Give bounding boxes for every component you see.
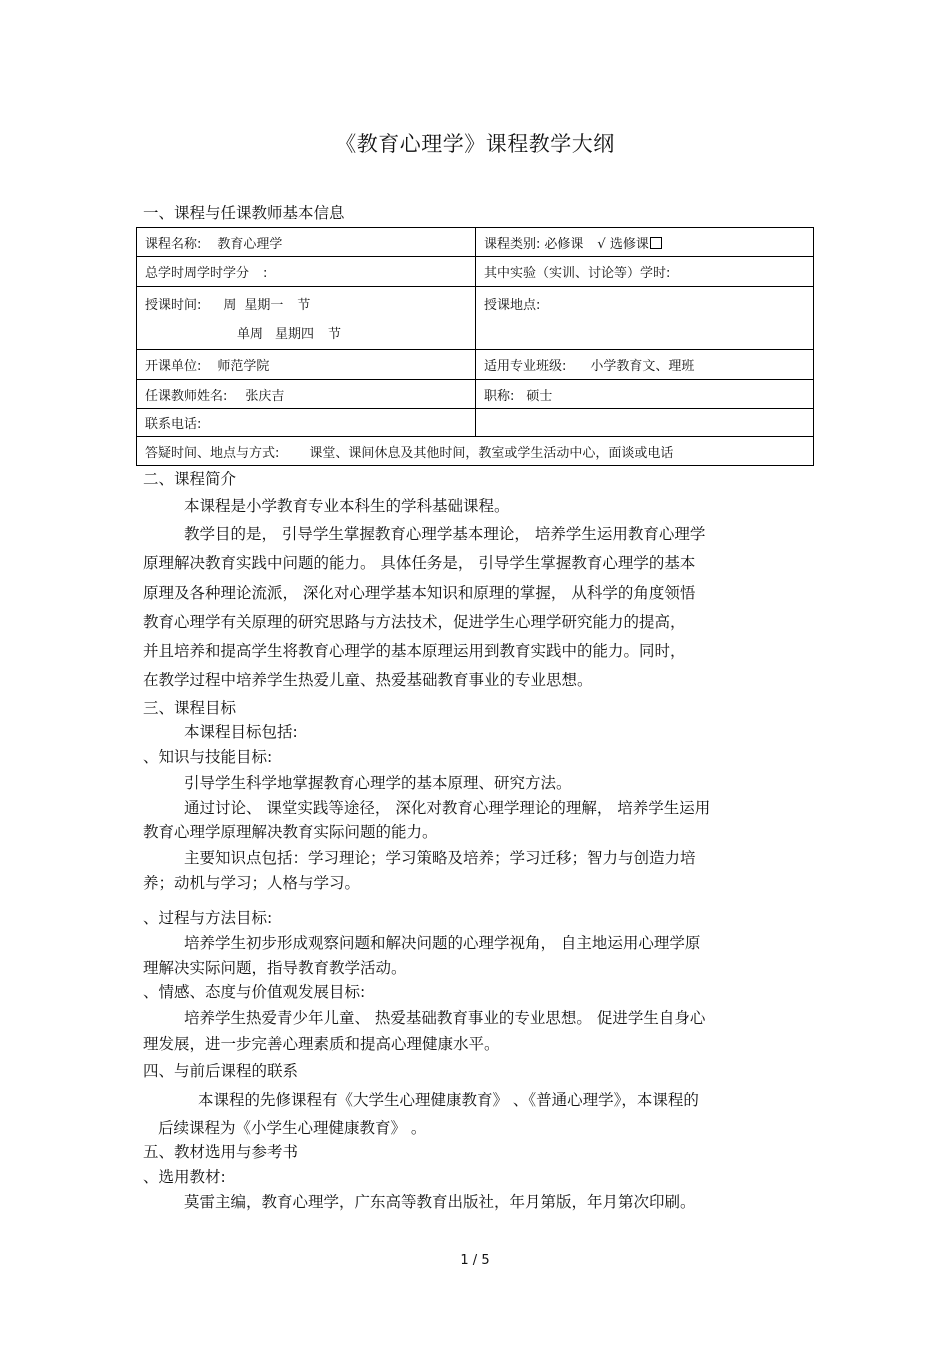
paragraph-line: 本课程目标包括: [184,723,298,741]
unit-value: 师范学院 [217,359,270,374]
table-cell [476,257,814,287]
paragraph-line: 并且培养和提高学生将教育心理学的基本原理运用到教育实践中的能力。同时， [143,642,686,660]
paragraph-line: 原理解决教育实践中问题的能力。 具体任务是， 引导学生掌握教育心理学的基本 [143,554,696,572]
class-value: 小学教育文、理班 [590,359,695,374]
time-single-week: 单周 [237,327,264,342]
section-heading-textbooks: 五、教材选用与参考书 [143,1143,299,1161]
subheading-process-goals: 、过程与方法目标: [143,909,273,927]
table-row [137,437,814,466]
table-cell [476,409,814,437]
table-cell [476,380,814,409]
table-row [137,287,814,350]
teaching-time-label: 授课时间: [145,298,202,313]
time-period-2: 节 [328,327,342,342]
paragraph-line: 引导学生科学地掌握教育心理学的基本原理、研究方法。 [184,774,572,792]
table-cell [476,350,814,380]
table-cell [137,409,476,437]
job-title-value: 硕士 [526,388,553,404]
paragraph-line: 培养学生初步形成观察问题和解决问题的心理学视角， 自主地运用心理学原 [184,934,701,952]
teacher-value: 张庆吉 [245,388,285,404]
table-cell [137,228,476,257]
teacher-label: 任课教师姓名: [145,388,228,404]
table-cell [476,228,814,257]
course-info-table [136,227,814,466]
table-cell [137,350,476,380]
checkbox-icon [650,237,662,249]
subheading-knowledge-goals: 、知识与技能目标: [143,748,273,766]
paragraph-line: 后续课程为《小学生心理健康教育》 。 [158,1119,427,1137]
table-cell [137,380,476,409]
paragraph-line: 原理及各种理论流派， 深化对心理学基本知识和原理的掌握， 从科学的角度领悟 [143,584,696,602]
time-period-1: 节 [297,298,311,313]
teaching-place-label: 授课地点: [484,298,541,313]
table-cell [137,437,814,466]
hours-label: 总学时周学时学分 [145,266,250,281]
course-name-label: 课程名称: [145,236,202,252]
paragraph-line: 教育心理学原理解决教育实际问题的能力。 [143,823,438,841]
course-name-value: 教育心理学 [217,236,283,252]
paragraph-line: 本课程的先修课程有《大学生心理健康教育》 、《普通心理学》，本课程的 [198,1091,699,1109]
table-cell [137,257,476,287]
paragraph-line: 养；动机与学习；人格与学习。 [143,874,361,892]
paragraph-line: 教学目的是， 引导学生掌握教育心理学基本理论， 培养学生运用教育心理学 [184,525,706,543]
paragraph-line: 本课程是小学教育专业本科生的学科基础课程。 [184,497,510,515]
paragraph-line: 理发展，进一步完善心理素质和提高心理健康水平。 [143,1035,500,1053]
subheading-attitude-goals: 、情感、态度与价值观发展目标: [143,983,366,1001]
section-heading-intro: 二、课程简介 [143,470,237,488]
table-row [137,257,814,287]
phone-label: 联系电话: [145,417,202,432]
experiment-hours-label: 其中实验（实训、讨论等）学时: [484,266,671,281]
table-row [137,409,814,437]
subheading-selected-textbook: 、选用教材: [143,1168,226,1186]
section-heading-related-courses: 四、与前后课程的联系 [143,1062,299,1080]
course-category-label: 课程类别: [484,236,541,252]
paragraph-line: 主要知识点包括：学习理论；学习策略及培养；学习迁移；智力与创造力培 [184,849,696,867]
paragraph-line: 理解决实际问题，指导教育教学活动。 [143,959,407,977]
section-heading-basic-info: 一、课程与任课教师基本信息 [143,204,345,222]
section-heading-goals: 三、课程目标 [143,699,237,717]
table-row [137,350,814,380]
category-elective: √ 选修课 [597,236,649,252]
table-cell [137,287,476,350]
table-cell [476,287,814,350]
time-week: 周 [223,298,237,313]
qa-label: 答疑时间、地点与方式: [145,445,280,461]
textbook-citation: 莫雷主编，教育心理学，广东高等教育出版社，年月第版，年月第次印刷。 [184,1193,696,1211]
paragraph-line: 通过讨论、 课堂实践等途径， 深化对教育心理学理论的理解， 培养学生运用 [184,799,711,817]
hours-colon: : [263,266,268,281]
table-row [137,228,814,257]
unit-label: 开课单位: [145,359,202,374]
paragraph-line: 在教学过程中培养学生热爱儿童、热爱基础教育事业的专业思想。 [143,671,593,689]
page-title: 《教育心理学》课程教学大纲 [335,132,615,156]
job-title-label: 职称: [484,388,515,404]
page-number: 1 / 5 [460,1253,490,1268]
class-label: 适用专业班级: [484,359,567,374]
time-weekday-2: 星期四 [275,327,315,342]
paragraph-line: 教育心理学有关原理的研究思路与方法技术，促进学生心理学研究能力的提高， [143,613,686,631]
paragraph-line: 培养学生热爱青少年儿童、 热爱基础教育事业的专业思想。 促进学生自身心 [184,1009,706,1027]
category-required: 必修课 [544,236,584,252]
time-weekday-1: 星期一 [244,298,284,313]
qa-value: 课堂、课间休息及其他时间，教室或学生活动中心，面谈或电话 [309,445,674,461]
table-row [137,380,814,409]
